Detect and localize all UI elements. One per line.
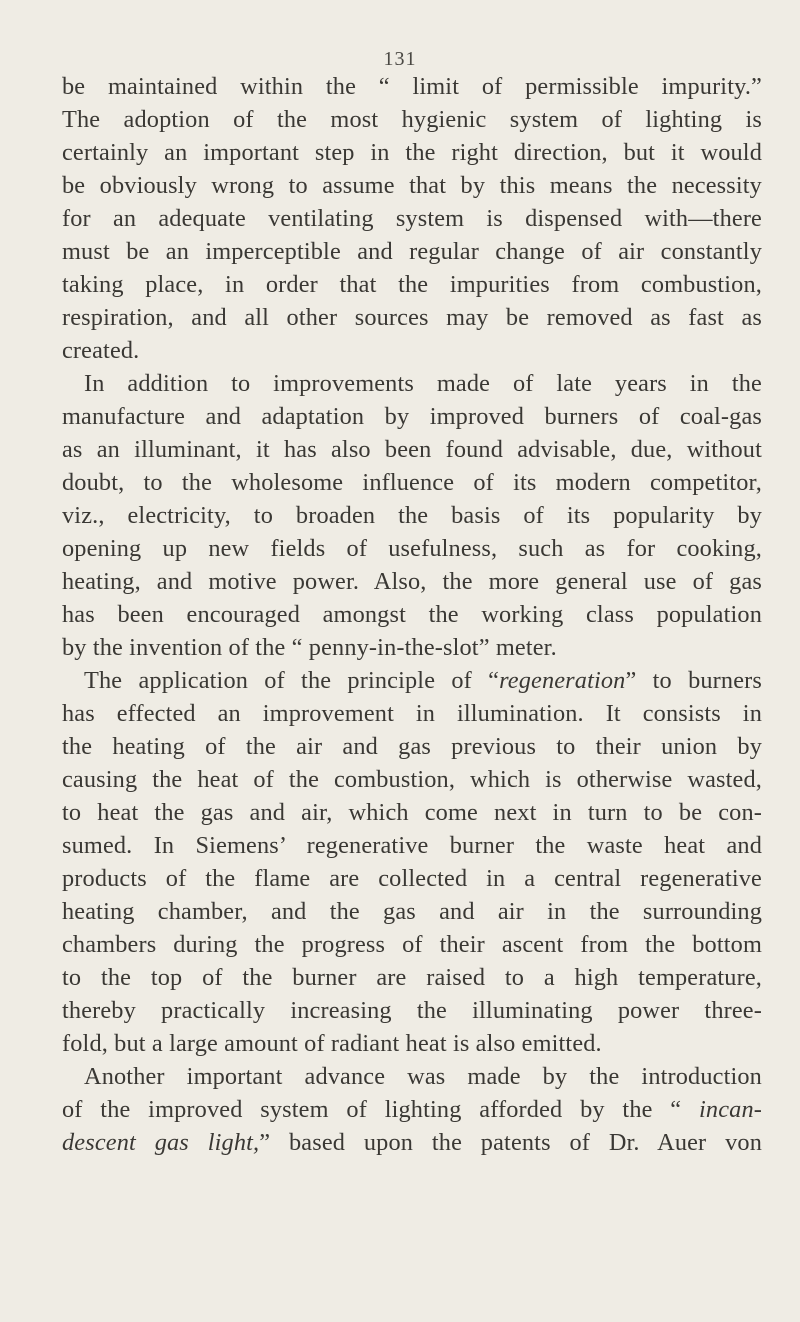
text-line bbox=[62, 565, 762, 598]
text-run: In addition to improvements made of late years in the bbox=[84, 370, 762, 397]
text-line bbox=[62, 796, 762, 829]
text-run: certainly an important step in the right direction, but it would bbox=[62, 139, 762, 166]
text-line bbox=[62, 697, 762, 730]
text-line bbox=[62, 1027, 762, 1060]
text-run: be maintained within the “ limit of permissible impurity.” bbox=[62, 73, 762, 100]
text-run: of the improved system of lighting afforded by the “ bbox=[62, 1096, 700, 1123]
text-run: ” based upon the patents of Dr. Auer von bbox=[259, 1129, 762, 1156]
text-run: The application of the principle of “ bbox=[84, 667, 500, 694]
italic-text: regeneration bbox=[499, 667, 626, 694]
text-run: causing the heat of the combustion, which is otherwise wasted, bbox=[62, 766, 762, 793]
text-run: to heat the gas and air, which come next in turn to be con- bbox=[62, 799, 762, 826]
text-run: respiration, and all other sources may be removed as fast as bbox=[62, 304, 762, 331]
text-line bbox=[62, 235, 762, 268]
text-line bbox=[62, 433, 762, 466]
text-run: be obviously wrong to assume that by this means the necessity bbox=[62, 172, 762, 199]
text-run: heating, and motive power. Also, the more general use of gas bbox=[62, 568, 762, 595]
text-line bbox=[62, 367, 762, 400]
text-line bbox=[62, 829, 762, 862]
text-run: the heating of the air and gas previous to their union by bbox=[62, 733, 762, 760]
body-text bbox=[62, 70, 762, 1159]
text-line bbox=[62, 598, 762, 631]
text-run: products of the flame are collected in a central regenerative bbox=[62, 865, 762, 892]
text-run: Another important advance was made by the introduction bbox=[84, 1063, 762, 1090]
italic-text: descent gas light, bbox=[62, 1129, 260, 1156]
text-line bbox=[62, 664, 762, 697]
text-run: viz., electricity, to broaden the basis of its popularity by bbox=[62, 502, 762, 529]
text-line bbox=[62, 169, 762, 202]
text-line bbox=[62, 1126, 762, 1159]
text-run: thereby practically increasing the illuminating power three- bbox=[62, 997, 762, 1024]
text-line bbox=[62, 499, 762, 532]
page-number: 131 bbox=[383, 48, 417, 70]
text-line bbox=[62, 1093, 762, 1126]
text-run: to the top of the burner are raised to a high temperature, bbox=[62, 964, 762, 991]
text-line bbox=[62, 895, 762, 928]
text-line bbox=[62, 928, 762, 961]
text-line bbox=[62, 961, 762, 994]
text-run: chambers during the progress of their ascent from the bottom bbox=[62, 931, 762, 958]
text-run: opening up new fields of usefulness, such as for cooking, bbox=[62, 535, 762, 562]
text-line bbox=[62, 532, 762, 565]
text-line bbox=[62, 400, 762, 433]
text-run: has been encouraged amongst the working class population bbox=[62, 601, 762, 628]
text-run: must be an imperceptible and regular change of air constantly bbox=[62, 238, 762, 265]
text-run: ” to burners bbox=[625, 667, 762, 694]
text-line bbox=[62, 70, 762, 103]
text-line bbox=[62, 202, 762, 235]
italic-text: incan- bbox=[699, 1096, 762, 1123]
text-line bbox=[62, 268, 762, 301]
text-run: doubt, to the wholesome influence of its modern competitor, bbox=[62, 469, 762, 496]
text-line bbox=[62, 763, 762, 796]
text-run: by the invention of the “ penny-in-the-slot” meter. bbox=[62, 634, 557, 661]
text-run: sumed. In Siemens’ regenerative burner the waste heat and bbox=[62, 832, 762, 859]
text-line bbox=[62, 136, 762, 169]
text-line bbox=[62, 1060, 762, 1093]
text-run: The adoption of the most hygienic system of lighting is bbox=[62, 106, 762, 133]
text-line bbox=[62, 301, 762, 334]
text-run: created. bbox=[62, 337, 140, 364]
text-line bbox=[62, 103, 762, 136]
text-run: fold, but a large amount of radiant heat is also emitted. bbox=[62, 1030, 602, 1057]
text-run: taking place, in order that the impurities from combustion, bbox=[62, 271, 762, 298]
text-line bbox=[62, 730, 762, 763]
text-line bbox=[62, 862, 762, 895]
text-line bbox=[62, 334, 762, 367]
text-run: as an illuminant, it has also been found advisable, due, without bbox=[62, 436, 762, 463]
text-run: has effected an improvement in illumination. It consists in bbox=[62, 700, 762, 727]
text-line bbox=[62, 994, 762, 1027]
text-run: heating chamber, and the gas and air in the surrounding bbox=[62, 898, 762, 925]
text-line bbox=[62, 631, 762, 664]
text-run: for an adequate ventilating system is dispensed with—there bbox=[62, 205, 762, 232]
text-run: manufacture and adaptation by improved burners of coal-gas bbox=[62, 403, 762, 430]
text-line bbox=[62, 466, 762, 499]
